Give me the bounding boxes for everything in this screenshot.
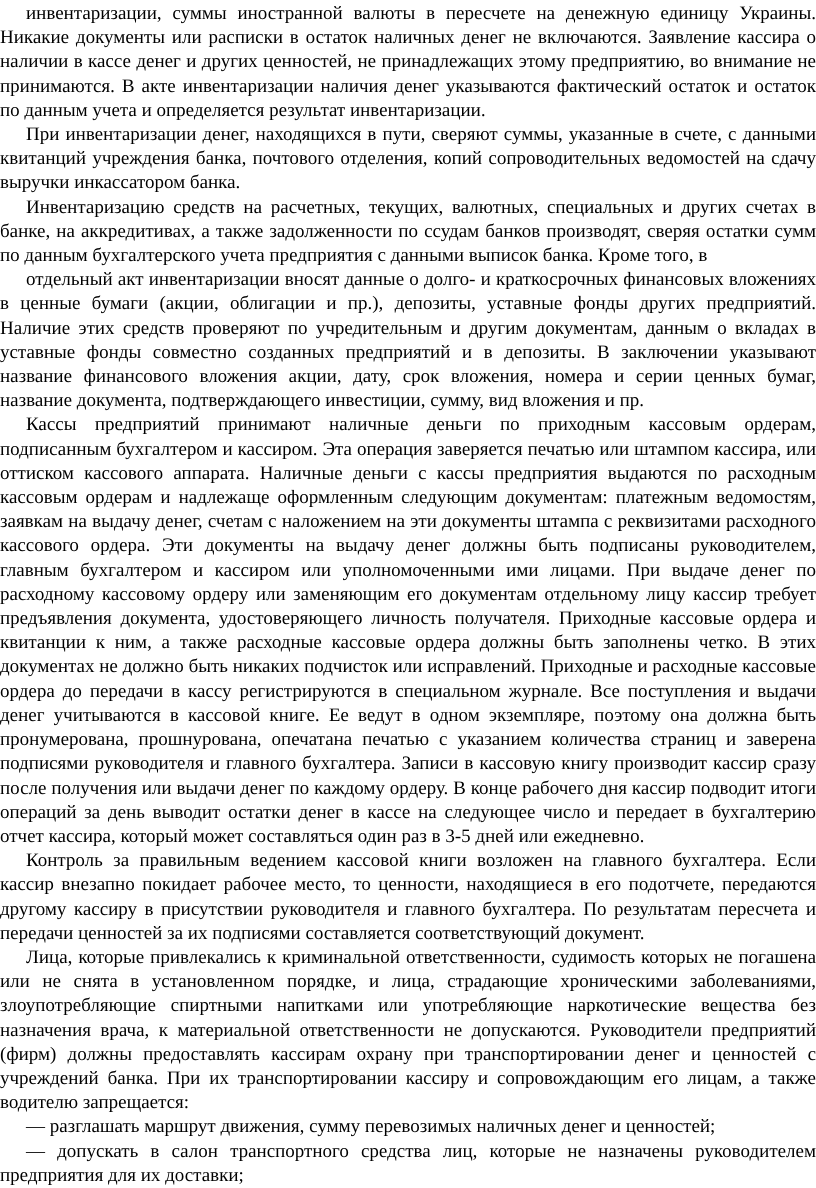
paragraph: инвентаризации, суммы иностранной валюты в пересчете на денежную единицу Украины. Никакие документы или расписки в остаток наличных денег не включаются. Заявление кассира о наличии в кассе денег и других ценностей, не принадлежащих этому предприятию, во внимание не принимаются. В акте инвентаризации наличия денег указываются фактический остаток и остаток по данным учета и определяется результат инвентаризации. xyxy=(0,3,816,121)
list-item: — разглашать маршрут движения, сумму перевозимых наличных денег и ценностей; xyxy=(26,1116,716,1138)
paragraph: Контроль за правильным ведением кассовой книги возложен на главного бухгалтера. Если кассир внезапно покидает рабочее место, то ценности, находящиеся в его подотчете, передаются другому кассиру в присутствии руководителя и главного бухгалтера. По результатам пересчета и передачи ценностей за их подписями составляется соответствующий документ. xyxy=(0,850,816,944)
paragraph: Лица, которые привлекались к криминальной ответственности, судимость которых не погашена или не снята в установленном порядке, и лица, страдающие хроническими заболеваниями, злоупотребляющие спиртными напитками или употребляющие наркотические вещества без назначения врача, к материальной ответственности не допускаются. Руководители предприятий (фирм) должны предоставлять кассирам охрану при транспортировании денег и ценностей с учреждений банка. При их транспортировании кассиру и сопровождающим его лицам, а также водителю запрещается: xyxy=(0,946,816,1114)
paragraph: Кассы предприятий принимают наличные деньги по приходным кассовым ордерам, подписанным бухгалтером и кассиром. Эта операция заверяется печатью или штампом кассира, или оттиском кассового аппарата. Наличные деньги с кассы предприятия выдаются по расходным кассовым ордерам и надлежаще оформленным следующим документам: платежным ведомостям, заявкам на выдачу денег, счетам с наложением на эти документы штампа с реквизитами расходного кассового ордера. Эти документы на выдачу денег должны быть подписаны руководителем, главным бухгалтером и кассиром или уполномоченными ими лицами. При выдаче денег по расходному кассовому ордеру или заменяющим его документам отдельному лицу кассир требует предъявления документа, удостоверяющего личность получателя. Приходные кассовые ордера и квитанции к ним, а также расходные кассовые ордера должны быть заполнены четко. В этих документах не должно быть никаких подчисток или исправлений. Приходные и расходные кассовые ордера до передачи в кассу регистрируются в специальном журнале. Все поступления и выдачи денег учитываются в кассовой книге. Ее ведут в одном экземпляре, поэтому она должна быть пронумерована, прошнурована, опечатана печатью с указанием количества страниц и заверена подписями руководителя и главного бухгалтера. Записи в кассовую книгу производит кассир сразу после получения или выдачи денег по каждому ордеру. В конце рабочего дня кассир подводит итоги операций за день выводит остатки денег в кассе на следующее число и передает в бухгалтерию отчет кассира, который может составляться один раз в 3-5 дней или ежедневно. xyxy=(0,414,816,847)
paragraph: отдельный акт инвентаризации вносят данные о долго- и краткосрочных финансовых вложениях в ценные бумаги (акции, облигации и пр.), депозиты, уставные фонды других предприятий. Наличие этих средств проверяют по учредительным и другим документам, данным о вкладах в уставные фонды совместно созданных предприятий и в депозиты. В заключении указывают название финансового вложения акции, дату, срок вложения, номера и серии ценных бумаг, название документа, подтверждающего инвестиции, сумму, вид вложения и пр. xyxy=(0,269,816,412)
paragraph: При инвентаризации денег, находящихся в пути, сверяют суммы, указанные в счете, с данными квитанций учреждения банка, почтового отделения, копий сопроводительных ведомостей на сдачу выручки инкассатором банка. xyxy=(0,124,816,194)
list-item: — допускать в салон транспортного средства лиц, которые не назначены руководителем предприятия для их доставки; xyxy=(0,1140,816,1186)
paragraph: Инвентаризацию средств на расчетных, текущих, валютных, специальных и других счетах в банке, на аккредитивах, а также задолженности по ссудам банков производят, сверяя остатки сумм по данным бухгалтерского учета предприятия с данными выписок банка. Кроме того, в xyxy=(0,196,816,267)
